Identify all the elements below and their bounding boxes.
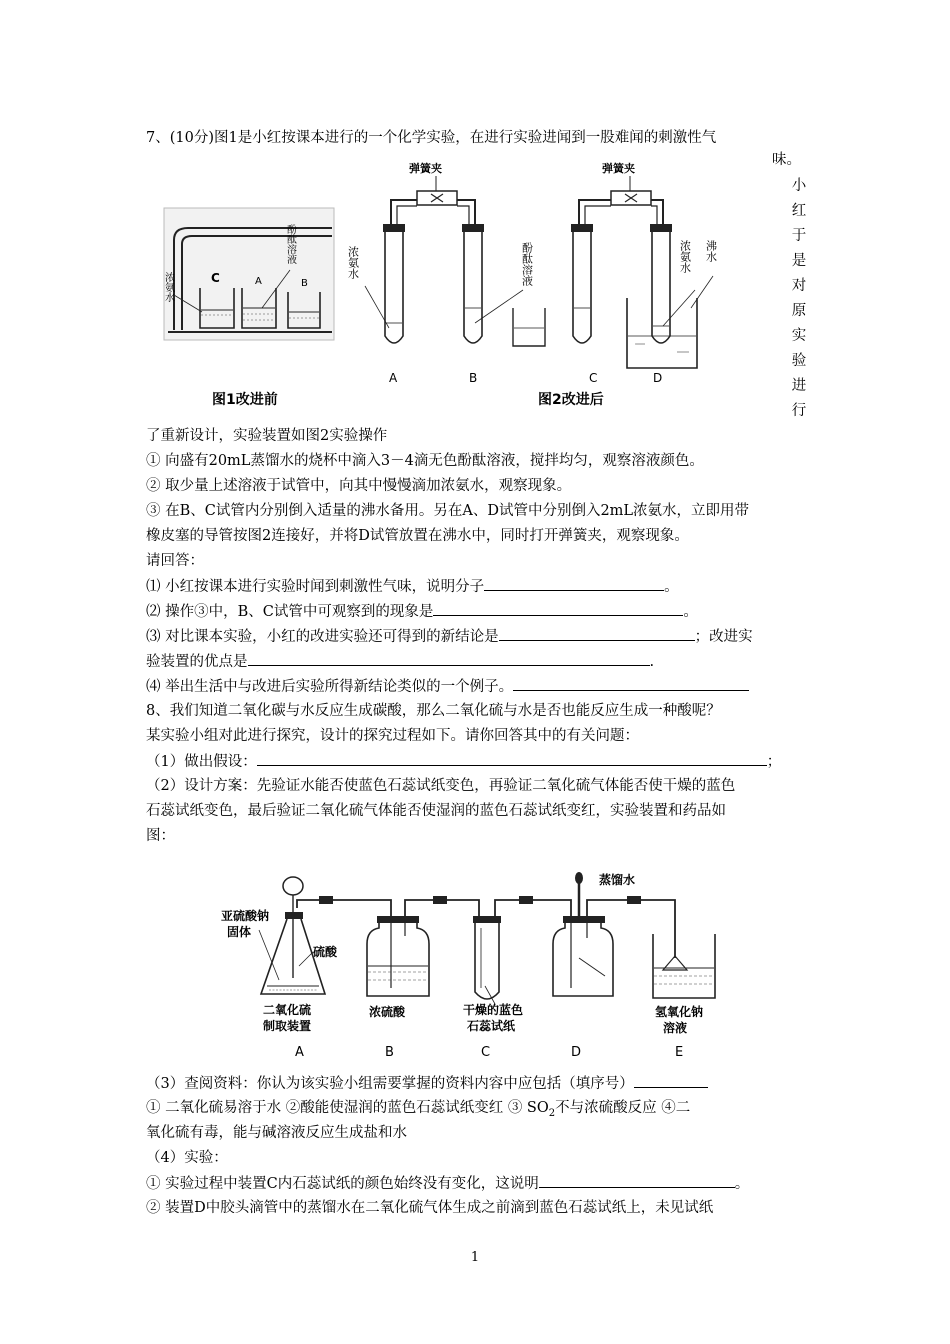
q7-vertical-char: 对 — [791, 278, 807, 294]
hypothesis-blank[interactable] — [257, 751, 767, 766]
q8-line1: 8、我们知道二氧化碳与水反应生成碳酸，那么二氧化硫与水是否也能反应生成一种酸呢？ — [146, 703, 721, 719]
fig2-clamp-right: 弹簧夹 — [602, 162, 635, 175]
q7-answer-3b: 验装置的优点是 . — [146, 651, 654, 672]
label-dry-paper-1: 干燥的蓝色 — [463, 1003, 524, 1017]
apparatus-figure — [215, 868, 745, 1063]
q8-part3-options: ① 二氧化硫易溶于水 ②酸能使湿润的蓝色石蕊试纸变红 ③ $SO_2$不与浓硫酸反应 ④二 — [146, 1100, 691, 1119]
q7-vertical-char: 是 — [791, 253, 807, 269]
q7-step2: ② 取少量上述溶液于试管中，向其中慢慢滴加浓氨水，观察现象。 — [146, 478, 572, 494]
answer-blank-4[interactable] — [513, 676, 749, 691]
fig1-label-c: C — [211, 271, 220, 285]
fig2-phenol-label: 酚酞溶液 — [520, 242, 534, 286]
fig2-clamp-left: 弹簧夹 — [409, 162, 442, 175]
q8-part2b: 石蕊试纸变色，最后验证二氧化硫气体能否使湿润的蓝色石蕊试纸变红，实验装置和药品如 — [146, 803, 726, 819]
fig2-ammonia-label: 浓氨水 — [346, 246, 360, 279]
q7-answer-4: ⑷ 举出生活中与改进后实验所得新结论类似的一个例子。 — [146, 676, 749, 697]
q7-vertical-char: 进 — [791, 378, 807, 394]
q7-vertical-char: 验 — [791, 353, 807, 369]
q8-part2c: 图： — [146, 828, 175, 844]
fig1-label-a: A — [255, 276, 262, 287]
label-sulfite: 亚硫酸钠 — [221, 909, 270, 923]
q7-answer-2: ⑵ 操作③中，B、C试管中可观察到的现象是 。 — [146, 601, 698, 622]
label-so2-b: 制取装置 — [263, 1019, 312, 1033]
q7-vertical-char: 红 — [791, 203, 807, 219]
fig2-caption: 图2改进后 — [538, 392, 604, 408]
q7-line1: 7、(10分)图1是小红按课本进行的一个化学实验，在进行实验进闻到一股难闻的刺激性气 — [146, 130, 717, 146]
fig2-boiling-label: 沸水 — [704, 240, 718, 262]
answer-blank-1[interactable] — [484, 576, 664, 591]
q8-line2: 某实验小组对此进行探究，设计的探究过程如下。请你回答其中的有关问题： — [146, 728, 639, 744]
q8-part3: （3）查阅资料：你认为该实验小组需要掌握的资料内容中应包括（填序号） — [146, 1073, 708, 1094]
fig2-label-d: D — [653, 371, 663, 385]
q7-answer-1: ⑴ 小红按课本进行实验时闻到刺激性气味，说明分子 。 — [146, 576, 679, 597]
q8-part4b: ② 装置D中胶头滴管中的蒸馏水在二氧化硫气体生成之前滴到蓝色石蕊试纸上，未见试纸 — [146, 1200, 714, 1216]
q7-vertical-char: 于 — [791, 228, 807, 244]
fig1-ammonia-label: 浓氨水 — [162, 272, 174, 302]
page-number: 1 — [470, 1250, 480, 1265]
answer-blank-3b[interactable] — [248, 651, 650, 666]
q7-step3b: 橡皮塞的导管按图2连接好，并将D试管放置在沸水中，同时打开弹簧夹，观察现象。 — [146, 528, 689, 544]
label-solid: 固体 — [227, 925, 252, 939]
q7-line2: 了重新设计，实验装置如图2实验操作 — [146, 428, 388, 444]
references-blank[interactable] — [634, 1073, 708, 1088]
label-c: C — [481, 1045, 491, 1060]
label-conc-acid: 浓硫酸 — [369, 1005, 406, 1019]
answer-blank-3a[interactable] — [499, 626, 695, 641]
label-dry-paper-2: 石蕊试纸 — [467, 1019, 516, 1033]
label-naoh-1: 氢氧化钠 — [655, 1005, 704, 1019]
q8-part3-options-cont: 氧化硫有毒，能与碱溶液反应生成盐和水 — [146, 1125, 407, 1141]
label-sulfuric-acid: 硫酸 — [313, 945, 338, 959]
q7-vertical-char: 行 — [791, 403, 807, 419]
q7-vertical-char: 实 — [791, 328, 807, 344]
q7-vertical-char: 原 — [791, 303, 807, 319]
fig1-label-b: B — [301, 278, 308, 289]
q7-answer-3: ⑶ 对比课本实验，小红的改进实验还可得到的新结论是 ；改进实 — [146, 626, 753, 647]
q7-please-answer: 请回答： — [146, 553, 204, 569]
fig1-phenol-label: 酚酞溶液 — [284, 224, 296, 264]
q7-step1: ① 向盛有20mL蒸馏水的烧杯中滴入3－4滴无色酚酞溶液，搅拌均匀，观察溶液颜色。 — [146, 453, 704, 469]
figure-2 — [345, 158, 718, 388]
label-so2-a: 二氧化硫 — [263, 1003, 312, 1017]
fig1-caption: 图1改进前 — [212, 392, 278, 408]
fig2-label-c: C — [589, 371, 598, 385]
q7-vertical-char: 小 — [791, 178, 807, 194]
label-naoh-2: 溶液 — [663, 1021, 688, 1035]
q7-step3a: ③ 在B、C试管内分别倒入适量的沸水备用。另在A、D试管中分别倒入2mL浓氨水，立即用带 — [146, 503, 750, 519]
figure-1 — [160, 200, 340, 350]
label-b: B — [385, 1045, 394, 1060]
q8-part4a: ① 实验过程中装置C内石蕊试纸的颜色始终没有变化，这说明 。 — [146, 1173, 749, 1194]
q8-part4: （4）实验： — [146, 1150, 228, 1166]
q8-part1: （1）做出假设： ； — [146, 751, 781, 772]
label-d: D — [571, 1045, 582, 1060]
conclusion-blank[interactable] — [539, 1173, 735, 1188]
answer-blank-2[interactable] — [433, 601, 683, 616]
fig2-ammonia2-label: 浓氨水 — [678, 240, 692, 273]
q8-part2a: （2）设计方案：先验证水能否使蓝色石蕊试纸变色，再验证二氧化硫气体能否使干燥的蓝色 — [146, 778, 736, 794]
label-e: E — [675, 1045, 684, 1060]
label-distilled-water: 蒸馏水 — [599, 873, 636, 887]
q7-tail-first: 味。 — [772, 152, 801, 168]
fig2-label-b: B — [469, 371, 478, 385]
fig2-label-a: A — [389, 371, 398, 385]
label-a: A — [295, 1045, 304, 1060]
